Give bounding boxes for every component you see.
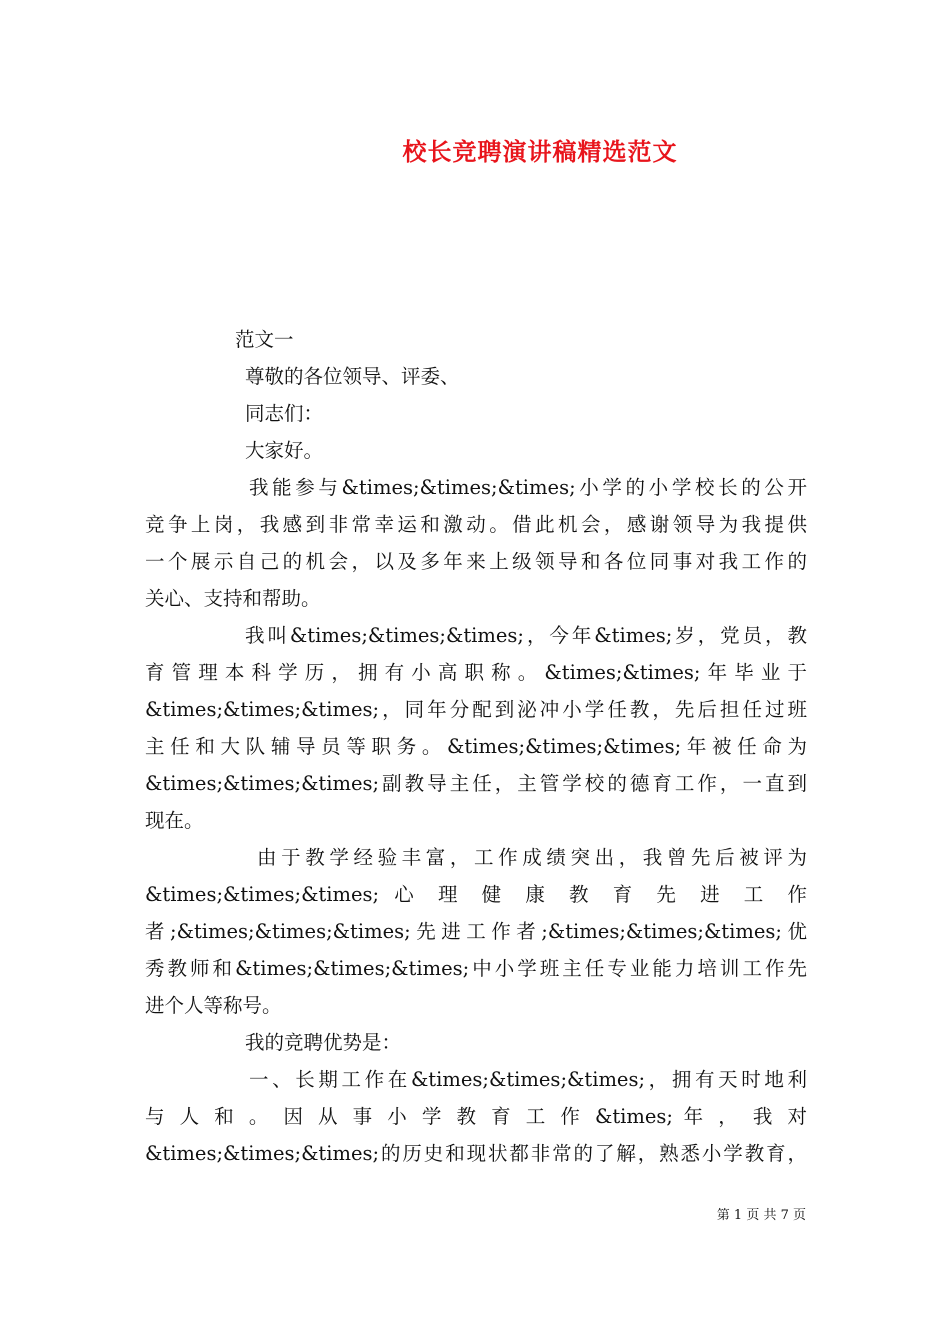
text-line: &times;&times;&times;副教导主任，主管学校的德育工作，一直到 [145,772,807,795]
text-line: 秀教师和&times;&times;&times;中小学班主任专业能力培训工作先 [145,957,807,980]
text-line: 现在。 [145,809,204,832]
text-line: 主任和大队辅导员等职务。&times;&times;&times;年被任命为 [145,735,807,758]
text-line: 育管理本科学历，拥有小高职称。&times;&times;年毕业于 [145,661,807,684]
page-number: 第 1 页 共 7 页 [716,1208,806,1223]
text-line: 竞争上岗，我感到非常幸运和激动。借此机会，感谢领导为我提供 [145,513,807,536]
text-line: &times;&times;&times;，同年分配到泌冲小学任教，先后担任过班 [145,698,807,721]
text-line: 我叫&times;&times;&times;，今年&times;岁，党员，教 [245,624,807,647]
text-line: 与 人 和 。 因 从 事 小 学 教 育 工 作 &times; 年 ， 我 对 [145,1105,807,1128]
text-line: 尊敬的各位领导、评委、 [245,365,460,388]
text-line: 进个人等称号。 [145,994,282,1017]
text-line: 大家好。 [245,439,324,462]
text-line: 一、长期工作在&times;&times;&times;，拥有天时地利 [249,1068,807,1091]
text-line: 我能参与&times;&times;&times;小学的小学校长的公开 [249,476,807,499]
text-line: 我的竞聘优势是： [245,1031,402,1054]
text-line: 由于教学经验丰富，工作成绩突出，我曾先后被评为 [257,846,807,869]
text-line: &times;&times;&times; 心 理 健 康 教 育 先 进 工 作 [145,883,807,906]
text-line: 范文一 [235,328,294,351]
text-line: 关心、支持和帮助。 [145,587,321,610]
text-line: &times;&times;&times;的历史和现状都非常的了解，熟悉小学教育， [145,1142,807,1165]
text-line: 一个展示自己的机会，以及多年来上级领导和各位同事对我工作的 [145,550,807,573]
document-title: 校长竞聘演讲稿精选范文 [402,137,678,166]
text-line: 同志们： [245,402,324,425]
text-line: 者;&times;&times;&times;先进工作者;&times;&times;&times;优 [145,920,807,943]
